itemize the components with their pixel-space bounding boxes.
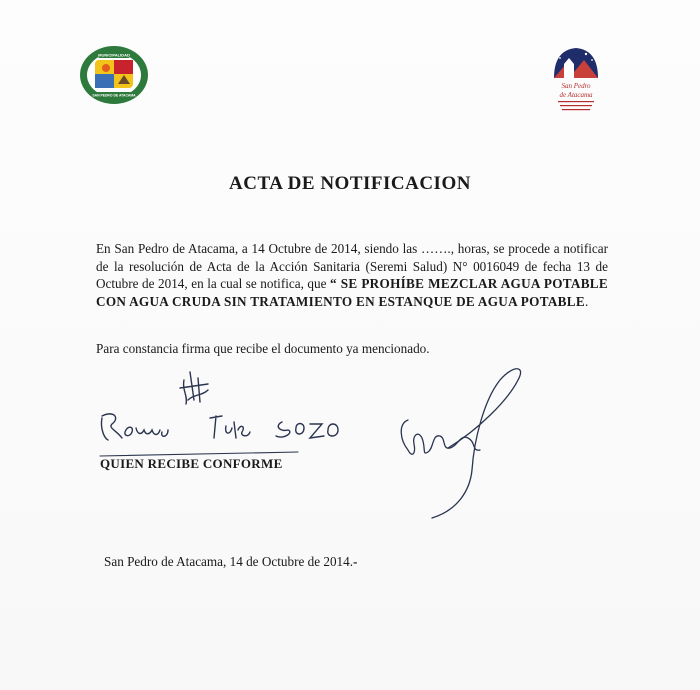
logo-right-line2: de Atacama [559,91,593,99]
prohibition-statement: “ SE PROHÍBE MEZCLAR AGUA POTABLE CON AGUA CRUDA SIN TRATAMIENTO EN ESTANQUE DE AGUA POTABLE [96,276,608,309]
seal-bottom-text: SAN PEDRO DE ATACAMA [92,93,136,98]
constancia-text: Para constancia firma que recibe el documento ya mencionado. [96,341,430,356]
footer-dash: - [353,554,358,569]
officer-signature [388,360,538,520]
receiver-signature [98,360,358,470]
footer-date [104,554,357,570]
footer-date-text: San Pedro de Atacama, 14 de Octubre de 2014. [104,554,354,569]
document-title: ACTA DE NOTIFICACION [229,173,471,194]
notification-paragraph [96,240,608,310]
seal-top-text: MUNICIPALIDAD [98,52,130,58]
san-pedro-atacama-logo-icon [548,44,604,116]
logo-right-line1: San Pedro [561,82,591,90]
paragraph-text: En San Pedro de Atacama, a 14 Octubre de 2014, siendo las ……., horas, se procede a notificar de la resolución de Acta de la Acción Sanitaria (Seremi Salud) N° 0016049 de fecha 13 de Octubre de 2014, en la cual se notifica, que [96,241,608,291]
municipal-seal-icon [78,44,150,106]
receiver-label: QUIEN RECIBE CONFORME [100,456,283,471]
paragraph-end: . [584,293,589,309]
